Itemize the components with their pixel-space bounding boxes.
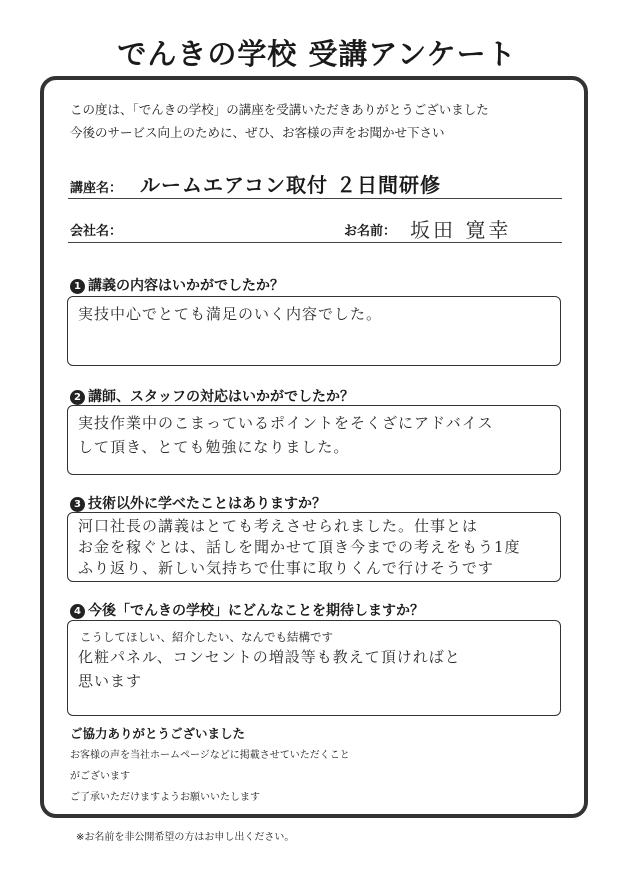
- question-2-text: 講師、スタッフの対応はいかがでしたか？: [88, 389, 354, 405]
- survey-title: でんきの学校 受講アンケート: [117, 37, 517, 71]
- question-4-answer: 化粧パネル、コンセントの増設等も教えて頂ければと 思います: [78, 648, 461, 690]
- course-underline: [68, 198, 562, 199]
- publish-line-2: がございます: [70, 771, 130, 782]
- publish-notice: [70, 745, 350, 808]
- question-1-answer: 実技中心でとても満足のいく内容でした。: [78, 305, 383, 323]
- question-1-title: [70, 275, 284, 295]
- name-label: お名前：: [344, 224, 397, 239]
- question-3-title: [70, 493, 326, 513]
- question-3-answer-box[interactable]: [67, 512, 561, 582]
- thanks-text: ご協力ありがとうございました: [70, 726, 246, 741]
- name-underline: [68, 242, 562, 243]
- intro-line-2: 今後のサービス向上のために、ぜひ、お客様の声をお聞かせ下さい: [70, 125, 445, 140]
- question-1-answer-box[interactable]: [67, 296, 561, 366]
- question-4-text: 今後「でんきの学校」にどんなことを期待しますか？: [88, 603, 424, 619]
- course-label: 講座名：: [70, 181, 123, 196]
- question-3-text: 技術以外に学べたことはありますか？: [88, 496, 326, 512]
- question-4-title: [70, 600, 424, 620]
- company-label: 会社名：: [70, 224, 123, 239]
- question-2-number: 2: [70, 390, 85, 405]
- question-4-number: 4: [70, 604, 85, 619]
- publish-line-3: ご了承いただけますようお願いいたします: [70, 792, 260, 803]
- intro-line-1: この度は、「でんきの学校」の講座を受講いただきありがとうございました: [70, 102, 489, 117]
- course-value: ルームエアコン取付 ２日間研修: [140, 173, 441, 197]
- publish-line-1: お客様の声を当社ホームページなどに掲載させていただくこと: [70, 750, 350, 761]
- question-1-number: 1: [70, 279, 85, 294]
- question-4-answer-box[interactable]: [67, 620, 561, 716]
- question-3-number: 3: [70, 497, 85, 512]
- question-2-title: [70, 386, 354, 406]
- question-3-answer: 河口社長の講義はとても考えさせられました。仕事とは お金を稼ぐとは、話しを聞かせて頂き今までの考えをもう1度 ふり返り、新しい気持ちで仕事に取りくんで行けそうです: [78, 517, 521, 577]
- name-value: 坂田 寛幸: [410, 218, 512, 242]
- question-4-prompt: こうしてほしい、紹介したい、なんでも結構です: [80, 630, 333, 644]
- footnote: ※お名前を非公開希望の方はお申し出ください。: [76, 832, 295, 843]
- question-1-text: 講義の内容はいかがでしたか？: [88, 278, 284, 294]
- question-2-answer: 実技作業中のこまっているポイントをそくざにアドバイス して頂き、とても勉強になりました。: [78, 414, 494, 456]
- question-2-answer-box[interactable]: [67, 405, 561, 475]
- intro-text: [70, 98, 489, 144]
